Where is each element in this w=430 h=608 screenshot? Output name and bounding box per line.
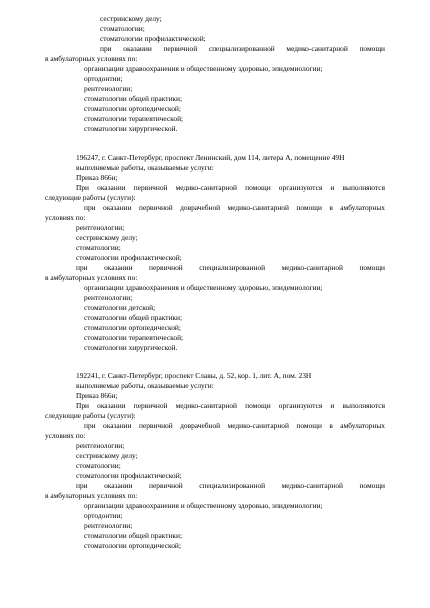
- list-item: стоматологии профилактической;: [76, 471, 182, 480]
- address-line: 192241, г. Санкт-Петербург, проспект Славы, д. 52, кор. 1, лит. А, пом. 23Н: [76, 371, 312, 380]
- list-item: сестринскому делу;: [76, 233, 138, 242]
- list-item: стоматологии общей практики;: [84, 313, 183, 322]
- section-label: выполняемые работы, оказываемые услуги:: [76, 381, 214, 390]
- list-item: стоматологии профилактической;: [100, 34, 206, 43]
- list-item: рентгенологии;: [76, 441, 125, 450]
- list-item: организации здравоохранения и общественному здоровью, эпидемиологии;: [84, 501, 323, 510]
- list-item: стоматологии общей практики;: [84, 531, 183, 540]
- list-item: рентгенологии;: [76, 223, 125, 232]
- list-item: стоматологии хирургической.: [84, 343, 178, 352]
- list-item: стоматологии ортопедической;: [84, 323, 181, 332]
- paragraph-line: в амбулаторных условиях по:: [45, 54, 138, 63]
- paragraph-line: следующие работы (услуги):: [45, 193, 136, 202]
- list-item: стоматологии ортопедической;: [84, 104, 181, 113]
- list-item: стоматологии общей практики;: [84, 94, 183, 103]
- list-item: стоматологии терапевтической;: [84, 333, 184, 342]
- order-reference: Приказ 866н;: [76, 173, 118, 182]
- paragraph-line: при оказании первичной специализированной медико-санитарной помощи: [100, 44, 385, 53]
- section-label: выполняемые работы, оказываемые услуги:: [76, 163, 214, 172]
- list-item: стоматологии хирургической.: [84, 124, 178, 133]
- list-item: стоматологии терапевтической;: [84, 114, 184, 123]
- list-item: стоматологии профилактической;: [76, 253, 182, 262]
- list-item: организации здравоохранения и общественному здоровью, эпидемиологии;: [84, 283, 323, 292]
- list-item: рентгенологии;: [84, 521, 133, 530]
- paragraph-line: следующие работы (услуги):: [45, 411, 136, 420]
- order-reference: Приказ 866н;: [76, 391, 118, 400]
- paragraph-line: в амбулаторных условиях по:: [45, 491, 138, 500]
- paragraph-line: При оказании первичной медико-санитарной помощи организуются и выполняются: [76, 183, 385, 192]
- paragraph-line: При оказании первичной медико-санитарной помощи организуются и выполняются: [76, 401, 385, 410]
- paragraph-line: при оказании первичной специализированной медико-санитарной помощи: [76, 263, 385, 272]
- paragraph-line: при оказании первичной специализированной медико-санитарной помощи: [76, 481, 385, 490]
- paragraph-line: условиях по:: [45, 213, 86, 222]
- list-item: сестринскому делу;: [76, 451, 138, 460]
- list-item: рентгенологии;: [84, 293, 133, 302]
- paragraph-line: условиях по:: [45, 431, 86, 440]
- paragraph-line: при оказании первичной доврачебной медико-санитарной помощи в амбулаторных: [84, 203, 385, 212]
- list-item: стоматологии;: [100, 24, 145, 33]
- paragraph-line: в амбулаторных условиях по:: [45, 273, 138, 282]
- list-item: ортодонтии;: [84, 74, 123, 83]
- list-item: сестринскому делу;: [100, 14, 162, 23]
- list-item: стоматологии;: [76, 461, 121, 470]
- list-item: стоматологии;: [76, 243, 121, 252]
- paragraph-line: при оказании первичной доврачебной медико-санитарной помощи в амбулаторных: [84, 421, 385, 430]
- list-item: организации здравоохранения и общественному здоровью, эпидемиологии;: [84, 64, 323, 73]
- list-item: рентгенологии;: [84, 84, 133, 93]
- address-line: 196247, г. Санкт-Петербург, проспект Ленинский, дом 114, литера А, помещение 49Н: [76, 153, 345, 162]
- list-item: стоматологии детской;: [84, 303, 156, 312]
- list-item: ортодонтии;: [84, 511, 123, 520]
- list-item: стоматологии ортопедической;: [84, 541, 181, 550]
